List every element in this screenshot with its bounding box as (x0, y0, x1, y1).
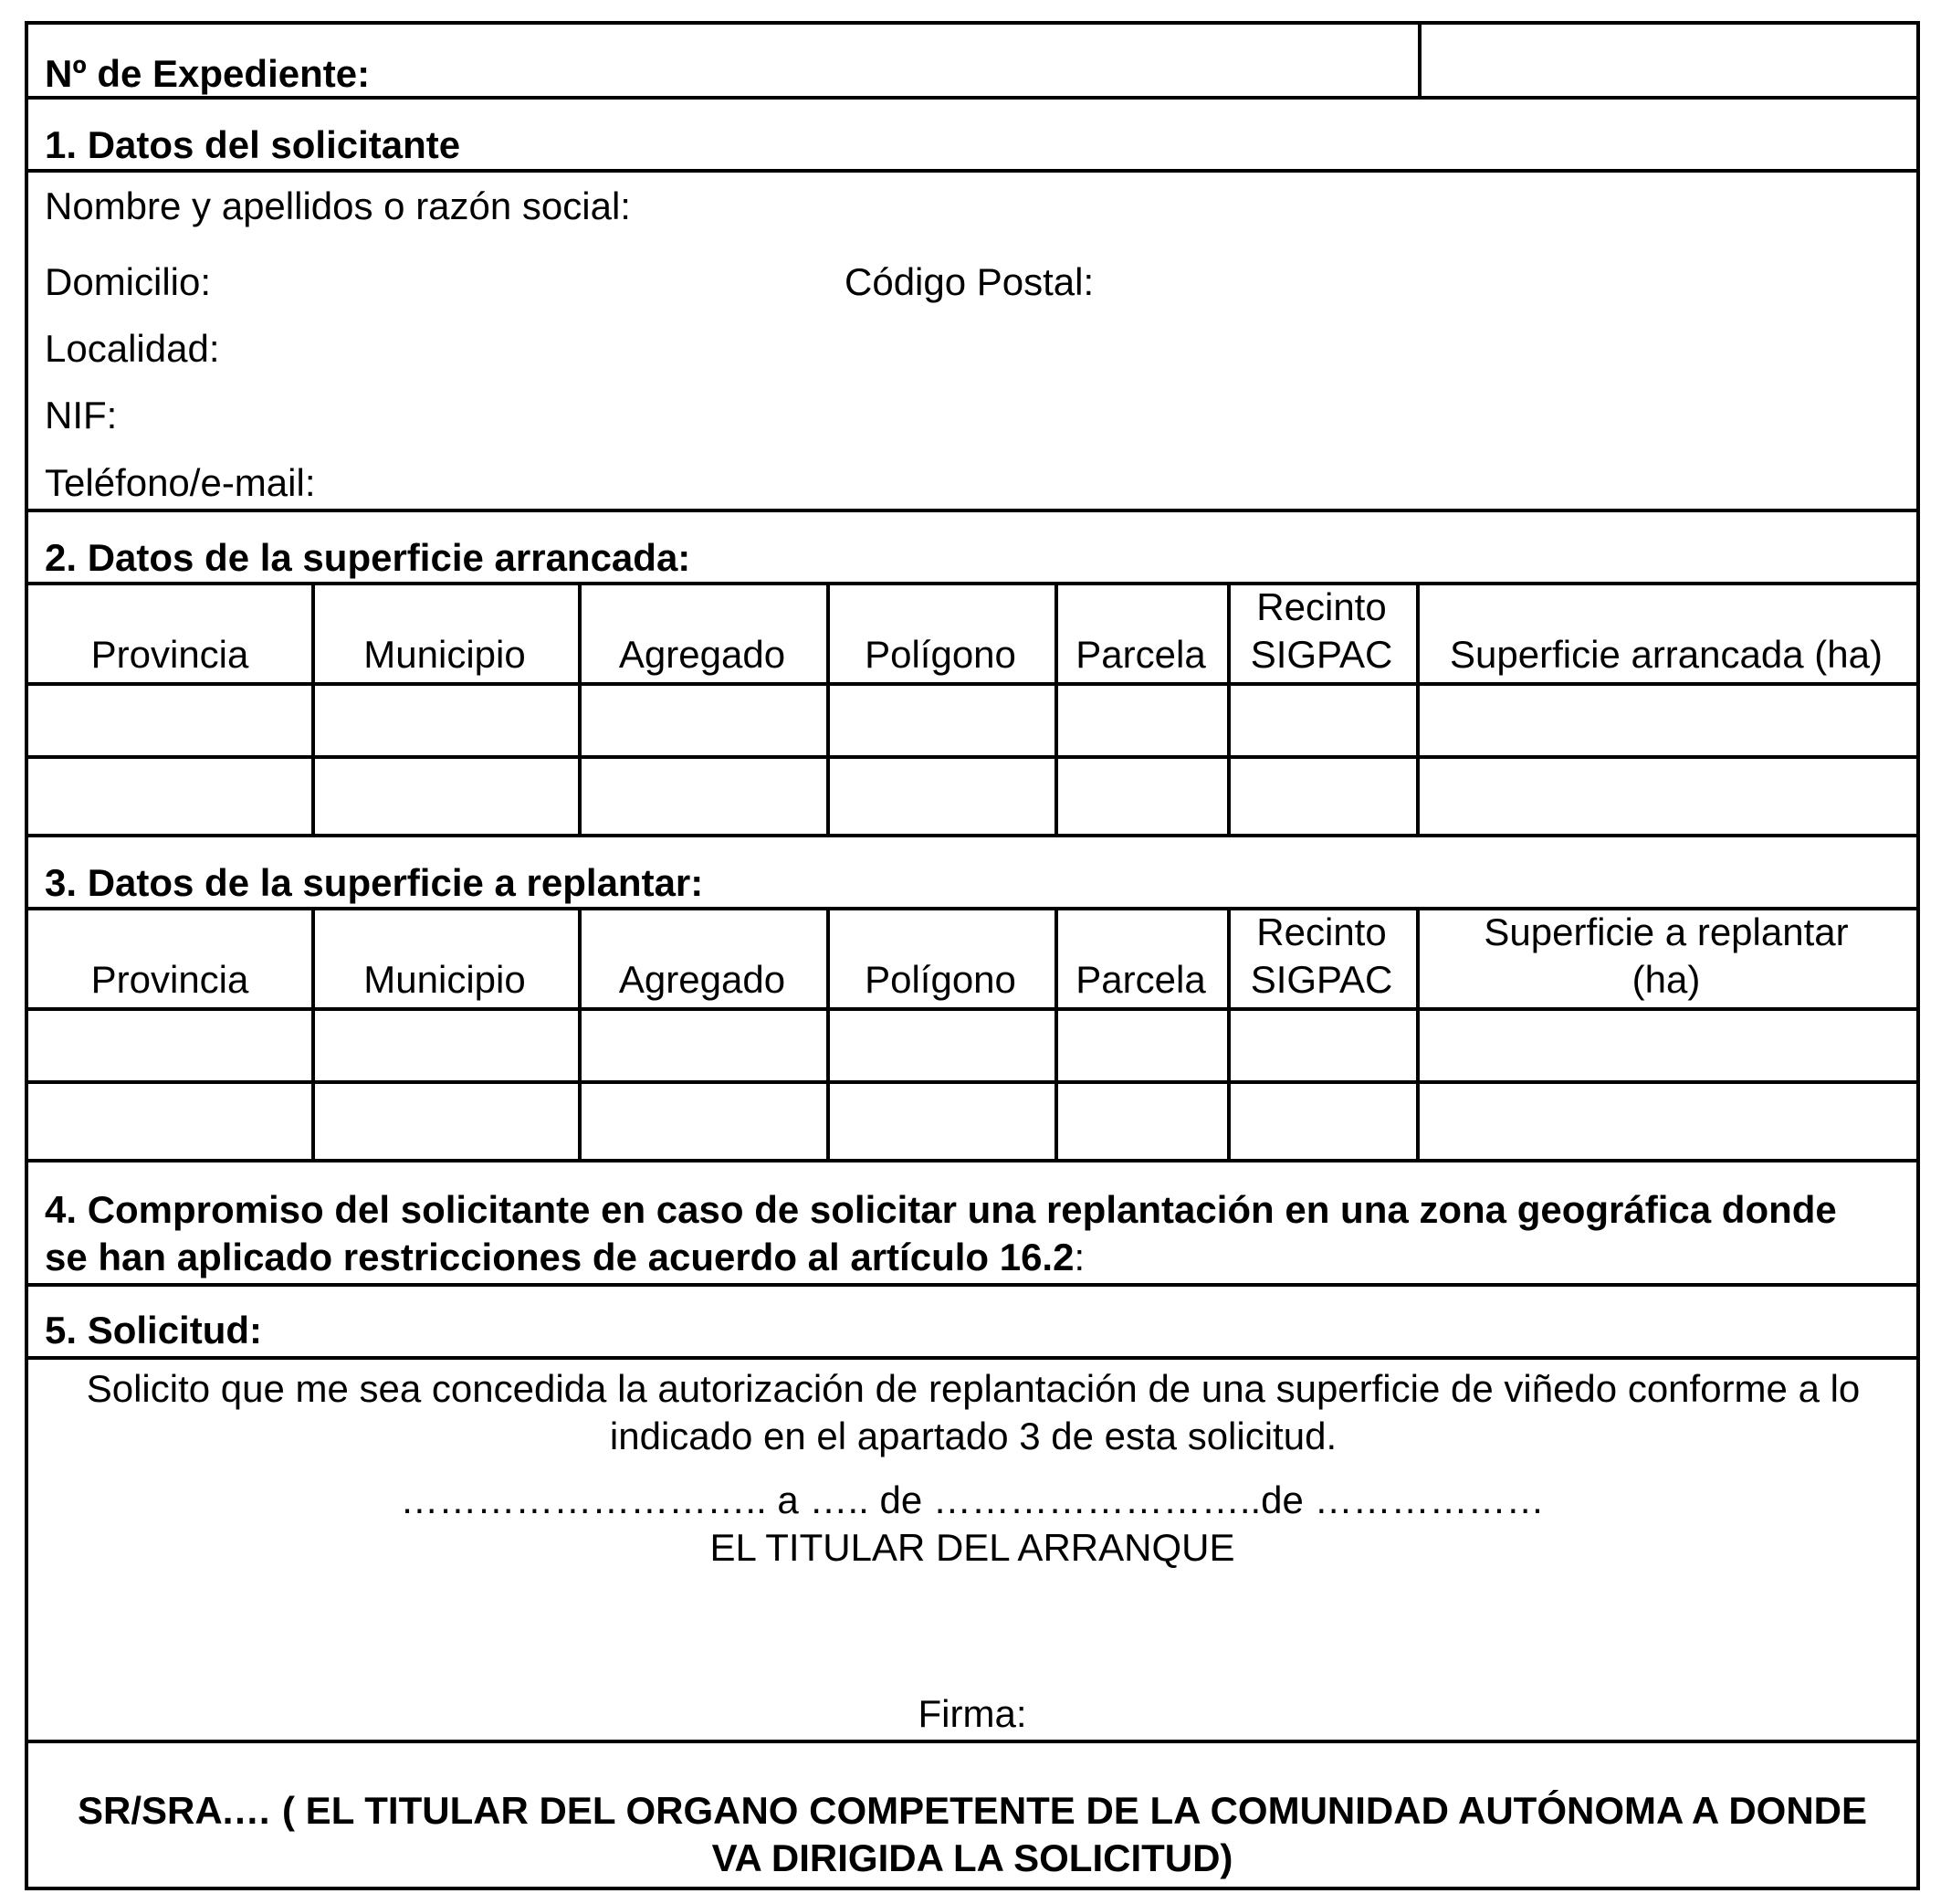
column-header-superficie (1416, 907, 1916, 1007)
column-header-recinto (1227, 907, 1416, 1007)
table-row[interactable] (28, 682, 1916, 755)
divider (28, 834, 1916, 837)
codigo-postal-label: Código Postal: (845, 260, 1095, 303)
header-label: Provincia (90, 958, 249, 1001)
application-form (25, 21, 1920, 1890)
section1-title: 1. Datos del solicitante (45, 123, 461, 166)
localidad-label: Localidad: (45, 327, 220, 370)
section4-colon: : (1074, 1236, 1086, 1278)
header-label: Polígono (865, 958, 1016, 1001)
header-label: Recinto SIGPAC (1250, 910, 1393, 1001)
table-row[interactable] (28, 755, 1916, 828)
header-label: Municipio (363, 633, 526, 676)
nombre-label: Nombre y apellidos o razón social: (45, 184, 631, 227)
section3-title: 3. Datos de la superficie a replantar: (45, 861, 704, 904)
telefono-label: Teléfono/e-mail: (45, 461, 316, 504)
header-label: Municipio (363, 958, 526, 1001)
header-label: Agregado (618, 958, 786, 1001)
column-header-poligono (826, 582, 1054, 682)
table-row[interactable] (28, 1007, 1916, 1080)
divider (28, 96, 1916, 100)
section4-text: 4. Compromiso del solicitante en caso de solicitar una replantación en una zona geográfica donde se han aplicado restricciones de acuerdo al artículo 16.2 (45, 1188, 1837, 1278)
divider (28, 1356, 1916, 1360)
header-label: Recinto SIGPAC (1250, 585, 1393, 676)
expediente-divider (1418, 25, 1422, 98)
firma-label: Firma: (918, 1692, 1027, 1735)
column-header-agregado (578, 907, 826, 1007)
section5-title: 5. Solicitud: (45, 1309, 263, 1352)
expediente-label: Nº de Expediente: (45, 52, 371, 95)
column-header-poligono (826, 907, 1054, 1007)
header-label: Superficie a replantar (ha) (1484, 910, 1849, 1001)
surface-removed-table (28, 582, 1916, 834)
divider (28, 169, 1916, 173)
date-line[interactable]: ……………………….. a ….. de ……………………..de ……………… (400, 1478, 1545, 1521)
column-header-recinto (1227, 582, 1416, 682)
divider (28, 1159, 1916, 1162)
titular-label: EL TITULAR DEL ARRANQUE (709, 1526, 1235, 1569)
column-header-parcela (1054, 907, 1227, 1007)
column-header-superficie (1416, 582, 1916, 682)
header-label: Polígono (865, 633, 1016, 676)
column-header-parcela (1054, 582, 1227, 682)
surface-replant-table (28, 907, 1916, 1159)
header-label: Agregado (618, 633, 786, 676)
nif-label: NIF: (45, 394, 118, 437)
section4-title (45, 1186, 1871, 1281)
header-label: Superficie arrancada (ha) (1450, 633, 1883, 676)
header-label: Parcela (1075, 633, 1206, 676)
header-label: Provincia (90, 633, 249, 676)
addressee: SR/SRA.… ( EL TITULAR DEL ORGANO COMPETENTE DE LA COMUNIDAD AUTÓNOMA A DONDE VA DIRIGIDA LA SOLICITUD) (78, 1789, 1867, 1879)
solicitud-text: Solicito que me sea concedida la autorización de replantación de una superficie de viñedo conforme a lo indicado en el apartado 3 de esta solicitud. (86, 1367, 1861, 1457)
divider (28, 1740, 1916, 1743)
section2-title: 2. Datos de la superficie arrancada: (45, 536, 691, 579)
column-header-municipio (311, 907, 578, 1007)
column-header-agregado (578, 582, 826, 682)
divider (28, 509, 1916, 512)
table-row[interactable] (28, 1080, 1916, 1153)
domicilio-label: Domicilio: (45, 260, 212, 303)
divider (28, 1283, 1916, 1287)
header-label: Parcela (1075, 958, 1206, 1001)
column-header-provincia (28, 907, 311, 1007)
column-header-provincia (28, 582, 311, 682)
column-header-municipio (311, 582, 578, 682)
